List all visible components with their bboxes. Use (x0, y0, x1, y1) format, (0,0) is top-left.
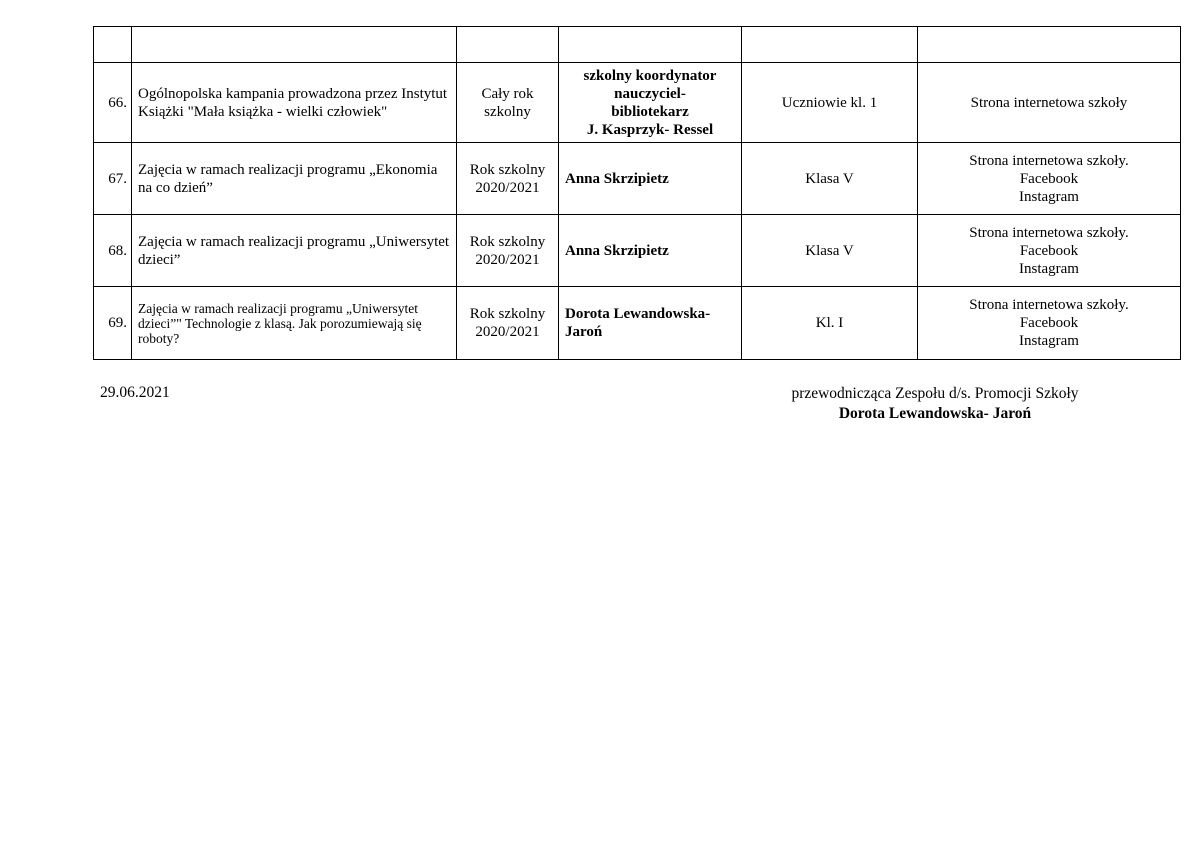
publication-channels (918, 287, 1181, 360)
empty-cell (918, 27, 1181, 63)
responsible-line: Anna Skrzipietz (565, 242, 669, 259)
publication-channels (918, 143, 1181, 215)
responsible-person (559, 287, 742, 360)
table-row (94, 143, 1181, 215)
responsible-person (559, 215, 742, 287)
target-group: Uczniowie kl. 1 (742, 63, 918, 143)
empty-cell (457, 27, 559, 63)
publication-channel: Facebook (1019, 170, 1079, 187)
responsible-person (559, 63, 742, 143)
target-group: Klasa V (742, 143, 918, 215)
publication-channel: Strona internetowa szkoły. (969, 224, 1129, 241)
empty-cell (559, 27, 742, 63)
publication-channel: Strona internetowa szkoły. (969, 297, 1129, 313)
row-number: 66. (94, 63, 132, 143)
document-date: 29.06.2021 (100, 384, 170, 401)
activity-name: Zajęcia w ramach realizacji programu „Ekonomia na co dzień” (132, 143, 457, 215)
target-group: Klasa V (742, 215, 918, 287)
activity-term: Rok szkolny 2020/2021 (457, 143, 559, 215)
table-row-empty (94, 27, 1181, 63)
responsible-line: Jaroń (565, 324, 603, 340)
signature-name: Dorota Lewandowska- Jaroń (838, 405, 1032, 422)
responsible-line: Dorota Lewandowska- (565, 306, 711, 322)
activity-name: Zajęcia w ramach realizacji programu „Uniwersytet dzieci”" Technologie z klasą. Jak porozumiewają się roboty? (132, 287, 457, 360)
row-number: 67. (94, 143, 132, 215)
responsible-line: Anna Skrzipietz (565, 170, 669, 187)
target-group: Kl. I (742, 287, 918, 360)
signature-block (740, 384, 1130, 424)
publication-channels (918, 63, 1181, 143)
publication-channel: Instagram (1019, 188, 1079, 205)
activity-term: Rok szkolny 2020/2021 (457, 215, 559, 287)
publication-channel: Instagram (1019, 333, 1079, 349)
responsible-line: J. Kasprzyk- Ressel (586, 121, 714, 138)
publication-channel: Instagram (1019, 260, 1079, 277)
activity-term: Cały rok szkolny (457, 63, 559, 143)
table-row (94, 287, 1181, 360)
responsible-line: bibliotekarz (611, 103, 689, 120)
row-number: 69. (94, 287, 132, 360)
publication-channel: Strona internetowa szkoły (970, 94, 1128, 111)
publication-channels (918, 215, 1181, 287)
publication-channel: Facebook (1019, 242, 1079, 259)
responsible-line: szkolny koordynator (583, 67, 717, 84)
table-row (94, 63, 1181, 143)
activity-name: Zajęcia w ramach realizacji programu „Uniwersytet dzieci” (132, 215, 457, 287)
empty-cell (132, 27, 457, 63)
activity-name: Ogólnopolska kampania prowadzona przez Instytut Książki "Mała książka - wielki człowiek" (132, 63, 457, 143)
activities-table (93, 26, 1181, 360)
table-row (94, 215, 1181, 287)
empty-cell (94, 27, 132, 63)
activity-term: Rok szkolny 2020/2021 (457, 287, 559, 360)
publication-channel: Facebook (1019, 315, 1079, 331)
row-number: 68. (94, 215, 132, 287)
empty-cell (742, 27, 918, 63)
responsible-person (559, 143, 742, 215)
responsible-line: nauczyciel- (614, 85, 686, 102)
signature-title: przewodnicząca Zespołu d/s. Promocji Szkoły (791, 385, 1079, 402)
publication-channel: Strona internetowa szkoły. (969, 152, 1129, 169)
